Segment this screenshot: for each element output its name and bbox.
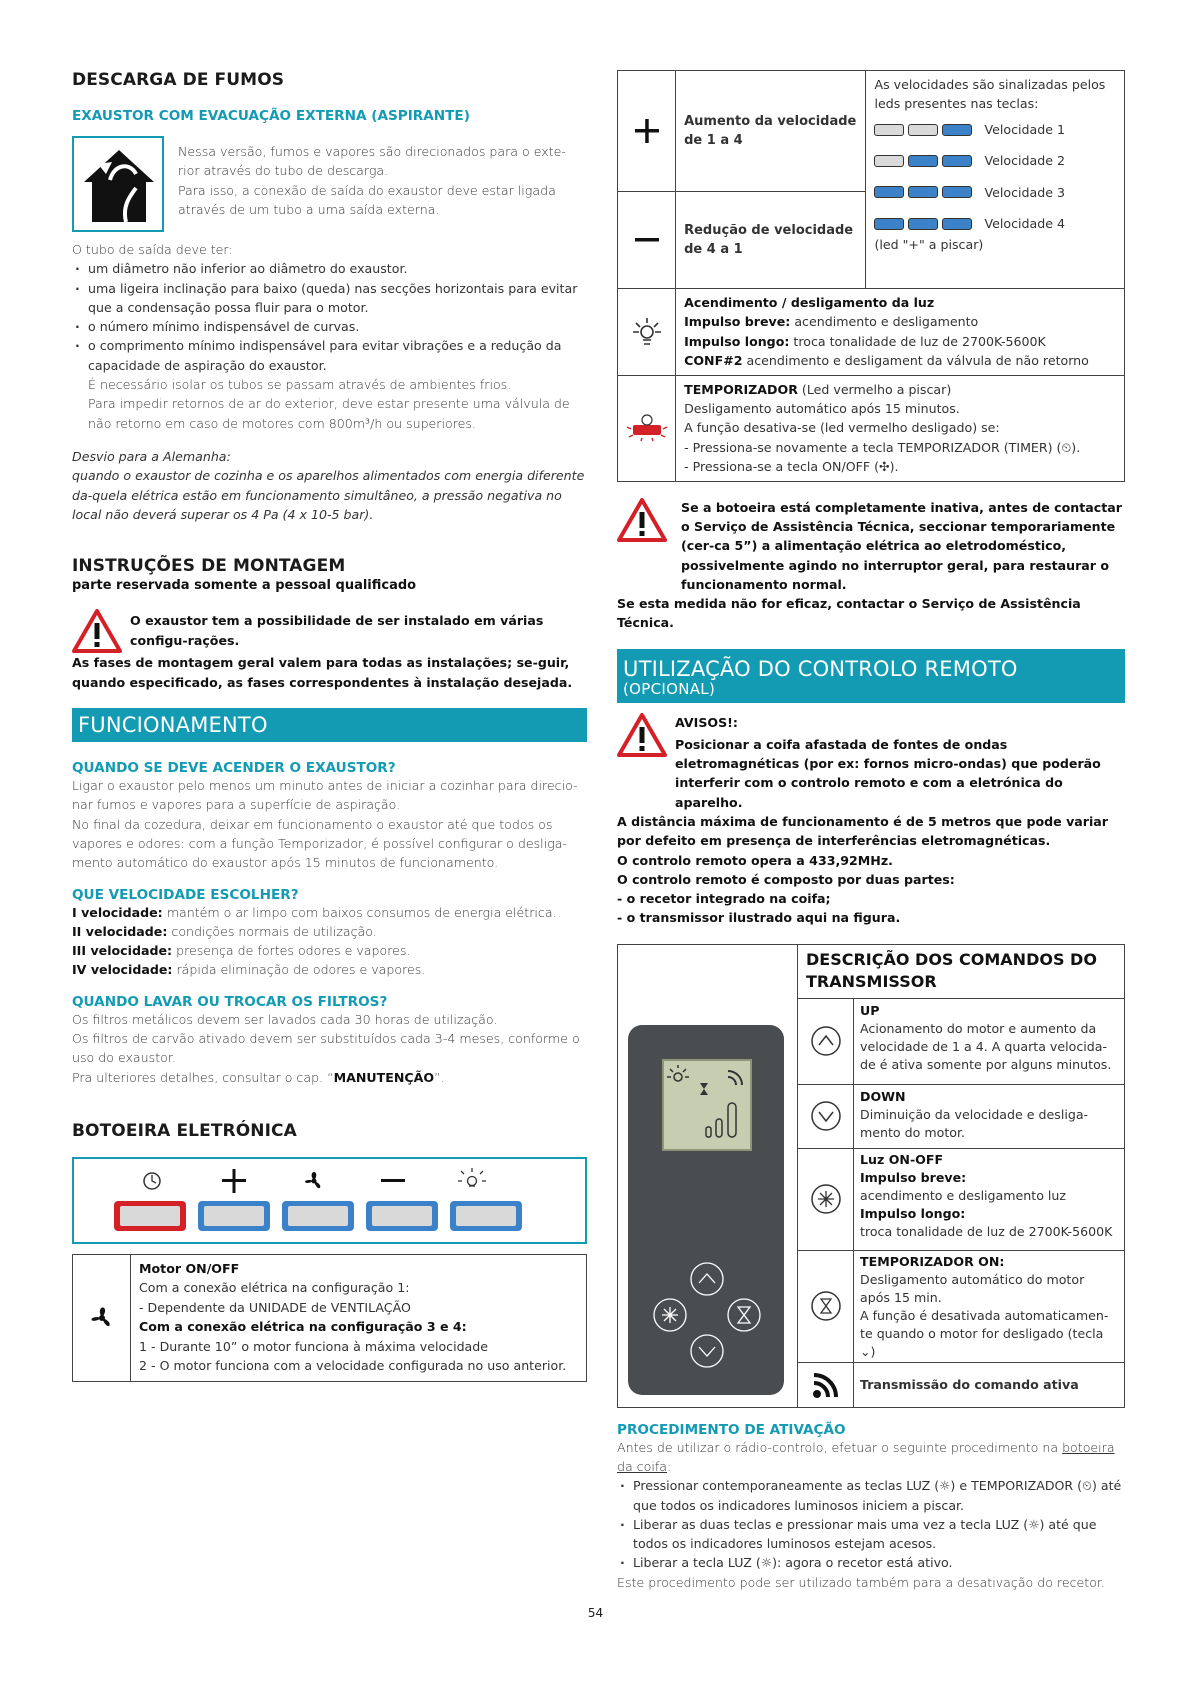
remote-up-button xyxy=(691,1263,723,1295)
remote-display xyxy=(662,1059,752,1151)
speed-row: Velocidade 2 xyxy=(874,151,1116,170)
exaustor-line-3: Para isso, a conexão de saída do exaustor deve estar ligada xyxy=(178,182,556,198)
avisos-text: Posicionar a coifa afastada de fontes de ondas eletromagnéticas (por ex: fornos micro-ondas) que poderão interferir com o controlo remoto e com a eletrónica do aparelho. xyxy=(675,736,1101,810)
right-column xyxy=(617,70,1125,1592)
subtitle-velocidade: QUE VELOCIDADE ESCOLHER? xyxy=(72,886,299,903)
led-note: (led "+" a piscar) xyxy=(874,237,984,253)
section-title-montagem: INSTRUÇÕES DE MONTAGEM xyxy=(72,556,346,577)
quando-p1: Ligar o exaustor pelo menos um minuto antes de iniciar a cozinhar para direcio-nar fumos e vapores para a superfície de aspiração. xyxy=(72,778,578,813)
quando-p2: No final da cozedura, deixar em funcionamento o exaustor até que todos os vapores e odores: com a função Temporizador, é possível configurar o desliga-mento automático do exaustor após 15 minutos de funcionamento. xyxy=(72,816,567,871)
speed-row: Velocidade 4 xyxy=(874,214,1116,233)
page-number: 54 xyxy=(587,1606,604,1620)
proc-title: PROCEDIMENTO DE ATIVAÇÃO xyxy=(617,1421,846,1438)
avisos-title: AVISOS!: xyxy=(675,714,738,730)
temp-line: Desligamento automático após 15 minutos. xyxy=(684,401,960,417)
control-panel xyxy=(72,1157,587,1244)
cmd-row-up xyxy=(798,999,1124,1085)
subtitle-quando: QUANDO SE DEVE ACENDER O EXAUSTOR? xyxy=(72,760,396,777)
exaustor-block xyxy=(72,136,587,232)
minus-icon xyxy=(632,225,662,255)
motor-line: Com a conexão elétrica na configuração 3 e 4: xyxy=(139,1319,467,1335)
timer-icon xyxy=(144,1173,160,1189)
avisos-line: - o recetor integrado na coifa; xyxy=(617,891,831,907)
motor-title: Motor ON/OFF xyxy=(139,1260,240,1276)
warning-icon xyxy=(617,498,667,542)
subtitle-filtros: QUANDO LAVAR OU TROCAR OS FILTROS? xyxy=(72,993,388,1010)
keys-table xyxy=(617,70,1125,482)
remote-control xyxy=(628,1025,784,1395)
motor-table xyxy=(72,1254,587,1382)
fan-icon xyxy=(82,1298,122,1338)
warning-icon xyxy=(72,609,122,653)
signal-icon xyxy=(810,1369,842,1401)
list-item: · Pressionar contemporaneamente as teclas LUZ (☼) e TEMPORIZADOR (⏲) até que todos os indicadores luminosos iniciem a piscar. xyxy=(617,1476,1125,1515)
avisos-line: O controlo remoto opera a 433,92MHz. xyxy=(617,852,893,868)
up-button-icon xyxy=(810,1025,842,1057)
list-item: · o comprimento mínimo indispensável para evitar vibrações e a redução da capacidade de aspiração do exaustor. xyxy=(72,336,587,375)
montagem-subtitle: parte reservada somente a pessoal qualificado xyxy=(72,578,417,594)
cmd-row-down xyxy=(798,1085,1124,1149)
isolar-text: É necessário isolar os tubos se passam através de ambientes frios. xyxy=(88,377,512,393)
light-icon xyxy=(630,315,664,349)
velocidades-intro: As velocidades são sinalizadas pelos leds presentes nas teclas: xyxy=(874,77,1106,112)
desvio-title: Desvio para a Alemanha: xyxy=(72,448,231,464)
light-icon xyxy=(458,1168,486,1186)
vel-item: II velocidade: condições normais de utilização. xyxy=(72,923,377,939)
subtitle-exaustor: EXAUSTOR COM EVACUAÇÃO EXTERNA (ASPIRANTE) xyxy=(72,108,470,124)
plus-icon xyxy=(222,1169,246,1193)
cmd-row-temp: TEMPORIZADOR ON: Desligamento automático do motor após 15 min. A função é desativada automaticamen-te quando o motor for desligado (tecla ⌄) xyxy=(798,1251,1124,1363)
list-item: · uma ligeira inclinação para baixo (queda) nas secções horizontais para evitar que a condensação possa fluir para o motor. xyxy=(72,279,587,318)
inativa-text: Se a botoeira está completamente inativa, antes de contactar o Serviço de Assistência Técnica, seccionar temporariamente (cer-ca 5”) a alimentação elétrica ao eletrodoméstico, possivelmente agindo no interruptor geral, para restaurar o funcionamento normal. xyxy=(681,499,1122,592)
exaustor-line-2: rior através do tubo de descarga. xyxy=(178,163,389,179)
light-button-icon xyxy=(810,1183,842,1215)
exaustor-line-4: através de um tubo a uma saída externa. xyxy=(178,201,440,217)
banner-funcionamento: FUNCIONAMENTO xyxy=(72,708,587,742)
luz-line: Impulso longo: troca tonalidade de luz de 2700K-5600K xyxy=(684,333,1046,349)
retorno-text: Para impedir retornos de ar do exterior, deve estar presente uma válvula de não retorno em caso de motores com 800m³/h ou superiores. xyxy=(88,396,570,431)
cmd-temp-title: TEMPORIZADOR ON: xyxy=(860,1253,1005,1269)
avisos-line: - o transmissor ilustrado aqui na figura. xyxy=(617,910,901,926)
cmd-up-title: UP xyxy=(860,1002,880,1018)
cmd-down-title: DOWN xyxy=(860,1088,906,1104)
desc-title: DESCRIÇÃO DOS COMANDOS DO TRANSMISSOR xyxy=(798,945,1124,999)
tubo-list xyxy=(72,259,587,375)
cmd-down-desc: Diminuição da velocidade e desliga-mento do motor. xyxy=(860,1107,1089,1141)
minus-icon xyxy=(381,1179,405,1182)
vel-item: IV velocidade: rápida eliminação de odores e vapores. xyxy=(72,962,426,978)
luz-line: Impulso breve: acendimento e desligamento xyxy=(684,314,979,330)
list-item: · Liberar as duas teclas e pressionar mais uma vez a tecla LUZ (☼) até que todos os indicadores luminosos estejam acesos. xyxy=(617,1515,1125,1554)
avisos-line: O controlo remoto é composto por duas partes: xyxy=(617,871,955,887)
luz-line: CONF#2 acendimento e desligament da válvula de não retorno xyxy=(684,353,1089,369)
montagem-warn-1: O exaustor tem a possibilidade de ser instalado em várias configu-rações. xyxy=(130,613,544,648)
timer-led-icon xyxy=(625,411,669,445)
fan-icon xyxy=(305,1172,320,1188)
speed-row: Velocidade 3 xyxy=(874,183,1116,202)
timer-button-icon xyxy=(810,1290,842,1322)
plus-icon xyxy=(632,116,662,146)
down-button-icon xyxy=(810,1100,842,1132)
proc-intro: Antes de utilizar o rádio-controlo, efetuar o seguinte procedimento na botoeira da coifa: xyxy=(617,1439,1115,1474)
motor-line: 2 - O motor funciona com a velocidade configurada no uso anterior. xyxy=(139,1357,567,1373)
vel-item: III velocidade: presença de fortes odores e vapores. xyxy=(72,943,411,959)
proc-list xyxy=(617,1476,1125,1572)
filtros-p1: Os filtros metálicos devem ser lavados cada 30 horas de utilização. xyxy=(72,1011,498,1027)
desvio-text: quando o exaustor de cozinha e os aparelhos alimentados com energia diferente da-quela elétrica estão em funcionamento simultâneo, a pressão negativa no local não deverá superar os 4 Pa (4 x 10-5 bar). xyxy=(72,468,585,522)
cmd-trans: Transmissão do comando ativa xyxy=(860,1377,1079,1392)
list-item: · o número mínimo indispensável de curvas. xyxy=(72,317,587,336)
left-column xyxy=(72,70,587,1382)
section-title-descarga: DESCARGA DE FUMOS xyxy=(72,70,285,90)
proc-end: Este procedimento pode ser utilizado também para a desativação do recetor. xyxy=(617,1574,1105,1590)
montagem-warning xyxy=(72,609,587,692)
temp-line: - Pressiona-se novamente a tecla TEMPORIZADOR (TIMER) (⏲). xyxy=(684,439,1081,455)
montagem-warn-2: As fases de montagem geral valem para todas as instalações; se-guir, quando especificado, as fases correspondentes à instalação desejada. xyxy=(72,655,573,690)
cmd-up-desc: Acionamento do motor e aumento da velocidade de 1 a 4. A quarta velocida-de é ativa somente por alguns minutos. xyxy=(860,1021,1112,1073)
motor-line: Com a conexão elétrica na configuração 1: xyxy=(139,1280,410,1296)
remote-down-button xyxy=(691,1335,723,1367)
motor-line: - Dependente da UNIDADE de VENTILAÇÃO xyxy=(139,1299,411,1315)
luz-title: Acendimento / desligamento da luz xyxy=(684,295,935,310)
vel-item: I velocidade: mantém o ar limpo com baixos consumos de energia elétrica. xyxy=(72,904,557,920)
list-item: · Liberar a tecla LUZ (☼): agora o recetor está ativo. xyxy=(617,1553,1125,1572)
filtros-p3: Pra ulteriores detalhes, consultar o cap. “MANUTENÇÃO”. xyxy=(72,1069,445,1085)
cmd-row-trans xyxy=(798,1363,1124,1407)
transmitter-panel xyxy=(617,944,1125,1408)
cmd-luz-title: Luz ON-OFF xyxy=(860,1151,944,1167)
inativa-text-2: Se esta medida não for eficaz, contactar o Serviço de Assistência Técnica. xyxy=(617,596,1081,631)
filtros-p2: Os filtros de carvão ativado devem ser substituídos cada 3-4 meses, conforme o uso do exaustor. xyxy=(72,1031,580,1066)
avisos-line: A distância máxima de funcionamento é de 5 metros que pode variar por defeito em presença de interferências eletromagnéticas. xyxy=(617,813,1109,849)
warning-icon xyxy=(617,713,667,757)
list-item: · um diâmetro não inferior ao diâmetro do exaustor. xyxy=(72,259,587,278)
exaustor-line-1: Nessa versão, fumos e vapores são direcionados para o exte- xyxy=(178,144,566,159)
temp-line: - Pressiona-se a tecla ON/OFF (✣). xyxy=(684,459,899,475)
temp-line: A função desativa-se (led vermelho desligado) se: xyxy=(684,420,1000,436)
cmd-row-luz: Luz ON-OFF Impulso breve: acendimento e desligamento luz Impulso longo: troca tonalidade de luz de 2700K-5600K xyxy=(798,1149,1124,1251)
reducao-text: Redução de velocidade de 4 a 1 xyxy=(676,192,866,289)
speed-row: Velocidade 1 xyxy=(874,120,1116,139)
inativa-warning xyxy=(617,498,1125,633)
section-title-botoeira: BOTOEIRA ELETRÓNICA xyxy=(72,1120,297,1141)
temp-title: TEMPORIZADOR (Led vermelho a piscar) xyxy=(684,381,952,397)
house-exhaust-icon xyxy=(72,136,164,232)
tubo-intro: O tubo de saída deve ter: xyxy=(72,242,233,257)
avisos-block xyxy=(617,713,1125,928)
motor-line: 1 - Durante 10” o motor funciona à máxima velocidade xyxy=(139,1338,489,1354)
banner-remoto: UTILIZAÇÃO DO CONTROLO REMOTO (OPCIONAL) xyxy=(617,649,1125,703)
aumento-text: Aumento da velocidade de 1 a 4 xyxy=(676,71,866,192)
